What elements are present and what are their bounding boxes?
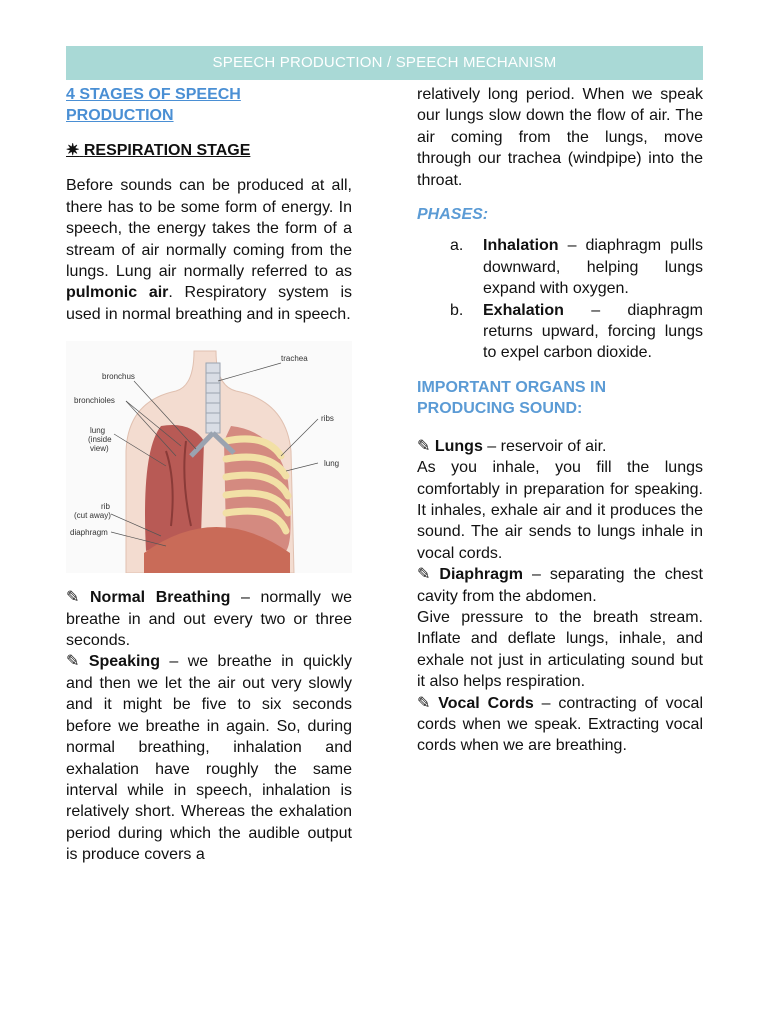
pencil-icon: ✎ [417, 694, 431, 712]
lungs-title: Lungs [434, 437, 483, 455]
normal-breathing-paragraph [66, 587, 352, 651]
phase-title: Exhalation [483, 301, 564, 319]
list-marker: a. [450, 237, 464, 255]
pencil-icon: ✎ [417, 566, 431, 584]
continuation-paragraph: relatively long period. When we speak our lungs slow down the flow of air. The air coming from the lungs, move through our trachea (windpipe) into the throat. [417, 86, 703, 189]
vocal-cords-text: – contracting of vocal cords when we speak. Extracting vocal cords when we are breathing. [417, 694, 704, 755]
label-rib: rib [101, 502, 110, 512]
section-heading-line1[interactable]: 4 STAGES OF SPEECH [66, 86, 241, 103]
phase-title: Inhalation [483, 237, 559, 255]
diaphragm-text: – separating the chest cavity from the abdomen. [417, 566, 703, 605]
label-trachea: trachea [281, 354, 308, 364]
diaphragm-line [417, 564, 703, 607]
label-ribs: ribs [321, 414, 334, 424]
normal-breathing-text: – normally we breathe in and out every two or three seconds. [66, 589, 352, 650]
pencil-icon: ✎ [66, 653, 80, 671]
lungs-paragraph: As you inhale, you fill the lungs comfortably in preparation for speaking. It inhales, exhale air and it produces the sound. The air sends to lungs inhale in vocal cords. [417, 459, 703, 562]
lungs-text: – reservoir of air. [482, 437, 607, 455]
intro-text-b: . Respiratory system is used in normal breathing and in speech. [66, 284, 352, 323]
label-lung-inside-3: view) [90, 444, 109, 454]
diaphragm-title: Diaphragm [439, 566, 523, 584]
left-column [66, 84, 352, 866]
speaking-text: – we breathe in quickly and then we let the air out very slowly and it might be five to six seconds before we breathe in again. So, during normal breathing, inhalation and exhalation have roughly the same interval while in speech, inhalation is relatively short. Whereas the exhalation period during which the audible output is produce covers a [66, 653, 353, 864]
pencil-icon: ✎ [66, 589, 80, 607]
star-icon: ✷ [66, 142, 80, 159]
vocal-cords-title: Vocal Cords [438, 694, 534, 712]
label-lung-inside: lung [90, 426, 106, 436]
organs-heading-line1: IMPORTANT ORGANS IN [417, 378, 607, 396]
label-diaphragm: diaphragm [70, 528, 108, 538]
diaphragm-paragraph: Give pressure to the breath stream. Inflate and deflate lungs, inhale, and exhale not just in articulating sound but it also helps respiration. [417, 608, 703, 691]
respiratory-illustration [66, 341, 352, 573]
normal-breathing-title: Normal Breathing [90, 589, 231, 607]
section-heading-line2[interactable]: PRODUCTION [66, 107, 174, 124]
phases-list [417, 235, 703, 363]
speaking-paragraph [66, 651, 352, 865]
vocal-cords-paragraph [417, 693, 703, 757]
page-banner: SPEECH PRODUCTION / SPEECH MECHANISM [66, 46, 703, 80]
pencil-icon: ✎ [417, 437, 431, 455]
stage-heading [66, 140, 352, 161]
phase-text: – diaphragm returns upward, forcing lungs to expel carbon dioxide. [483, 301, 703, 362]
phases-heading: PHASES: [417, 206, 489, 224]
label-rib-cut: (cut away) [74, 511, 111, 521]
label-lung: lung [324, 459, 340, 469]
label-bronchus: bronchus [102, 372, 135, 382]
organs-heading [417, 377, 703, 420]
speaking-title: Speaking [88, 653, 160, 671]
organs-heading-line2: PRODUCING SOUND: [417, 400, 583, 418]
right-column [417, 84, 703, 757]
phase-text: – diaphragm pulls downward, helping lungs expand with oxygen. [483, 237, 703, 298]
intro-text-a: Before sounds can be produced at all, there has to be some form of energy. In speech, the energy takes the form of a stream of air normally coming from the lungs. Lung air normally referred to as [66, 177, 352, 281]
intro-bold-term: pulmonic air [66, 284, 169, 302]
intro-paragraph [66, 175, 352, 325]
respiratory-system-figure [66, 341, 352, 573]
list-item [417, 300, 703, 364]
stage-title: RESPIRATION STAGE [83, 142, 251, 159]
list-marker: b. [450, 301, 464, 319]
list-item [417, 235, 703, 299]
label-lung-inside-2: (inside [88, 435, 112, 445]
section-heading[interactable] [66, 84, 352, 126]
lungs-line [417, 436, 703, 457]
label-bronchioles: bronchioles [74, 396, 115, 406]
